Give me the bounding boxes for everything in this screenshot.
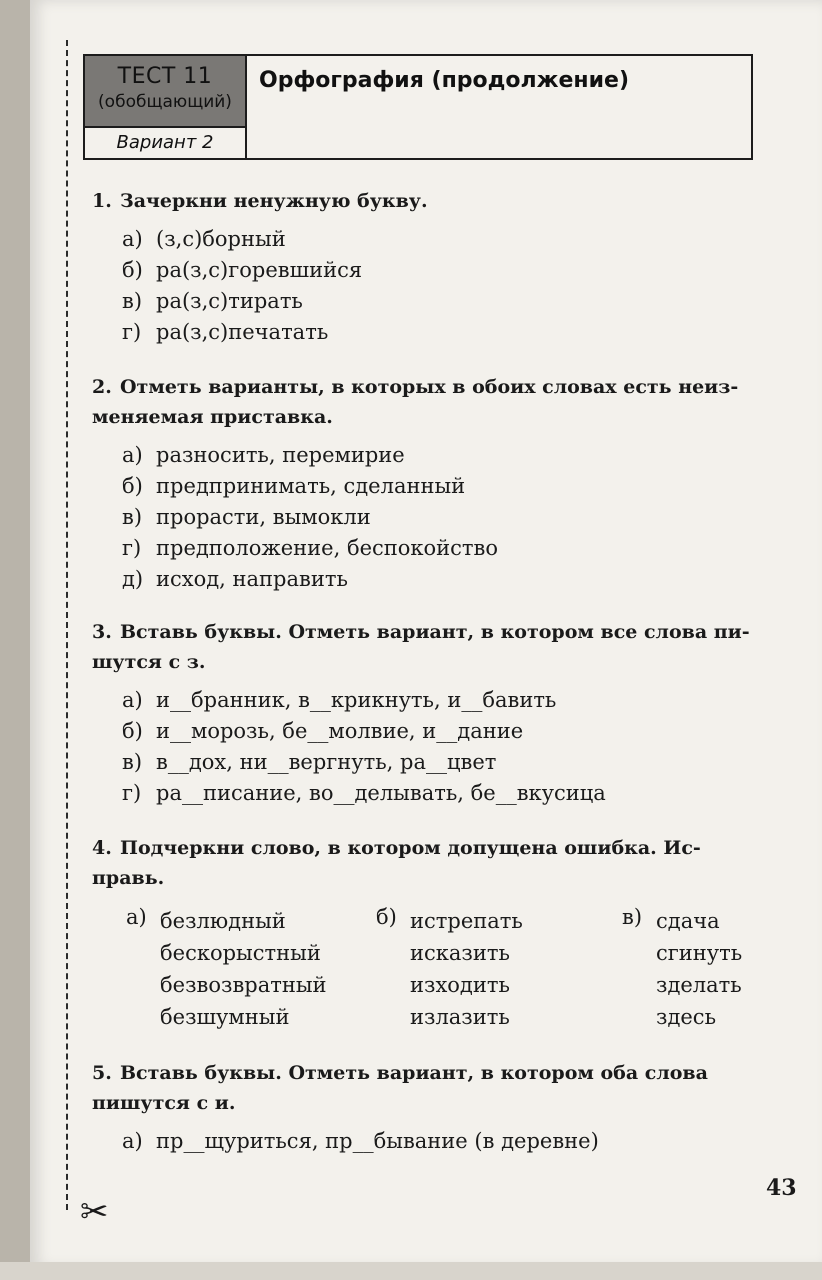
option-list [92, 440, 792, 595]
option-key: а) [122, 1129, 143, 1153]
word[interactable]: безвозвратный [160, 973, 327, 997]
test-type: (обобщающий) [98, 92, 232, 112]
page-edge [0, 1262, 822, 1280]
option-text: (з,с)борный [156, 227, 286, 251]
option-a[interactable] [122, 685, 792, 716]
question-3 [92, 617, 792, 809]
word[interactable]: бескорыстный [160, 941, 321, 965]
word[interactable]: исказить [410, 941, 510, 965]
option-a[interactable] [122, 224, 792, 255]
option-b[interactable] [122, 255, 792, 286]
option-c[interactable] [122, 286, 792, 317]
option-key: г) [122, 781, 142, 805]
option-text: предпринимать, сделанный [156, 474, 466, 498]
option-c[interactable] [122, 502, 792, 533]
word[interactable]: сдача [656, 909, 720, 933]
question-text-line2: меняемая приставка. [92, 406, 333, 428]
option-key: а) [122, 688, 143, 712]
word[interactable]: сгинуть [656, 941, 743, 965]
question-number: 1. [92, 190, 112, 212]
question-title [92, 372, 792, 432]
word[interactable]: изходить [410, 973, 510, 997]
option-key: б) [122, 719, 143, 743]
column-key: в) [622, 905, 643, 929]
option-b[interactable] [122, 471, 792, 502]
column-key: а) [126, 905, 147, 929]
option-text: и__бранник, в__крикнуть, и__бавить [156, 688, 557, 712]
question-text-line2: правь. [92, 867, 165, 889]
option-text: ра(з,с)печатать [156, 320, 329, 344]
word-columns [92, 905, 792, 1035]
option-key: в) [122, 750, 143, 774]
option-b[interactable] [122, 716, 792, 747]
question-text-line1: Подчеркни слово, в котором допущена ошибка. Ис- [120, 837, 701, 859]
word[interactable]: истрепать [410, 909, 523, 933]
option-e[interactable] [122, 564, 792, 595]
option-c[interactable] [122, 747, 792, 778]
option-text: в__дох, ни__вергнуть, ра__цвет [156, 750, 497, 774]
option-text: предположение, беспокойство [156, 536, 499, 560]
word[interactable]: здесь [656, 1005, 717, 1029]
question-text-line1: Вставь буквы. Отметь вариант, в котором оба слова [120, 1062, 708, 1084]
option-text: пр__щуриться, пр__бывание (в деревне) [156, 1129, 599, 1153]
word[interactable]: зделать [656, 973, 742, 997]
option-text: ра(з,с)тирать [156, 289, 303, 313]
word[interactable]: безшумный [160, 1005, 290, 1029]
question-number: 4. [92, 837, 112, 859]
word-column-b [376, 905, 523, 1033]
test-label-box [85, 56, 247, 158]
word[interactable]: излазить [410, 1005, 510, 1029]
option-d[interactable] [122, 778, 792, 809]
option-list [92, 685, 792, 809]
variant-label: Вариант 2 [85, 126, 245, 158]
test-number: ТЕСТ 11 [117, 64, 213, 89]
question-number: 3. [92, 621, 112, 643]
option-text: ра(з,с)горевшийся [156, 258, 363, 282]
option-text: прорасти, вымокли [156, 505, 371, 529]
question-text-line1: Вставь буквы. Отметь вариант, в котором все слова пи- [120, 621, 750, 643]
test-header [83, 54, 753, 160]
option-text: исход, направить [156, 567, 348, 591]
page-title: Орфография (продолжение) [259, 68, 630, 93]
option-key: г) [122, 536, 142, 560]
word-column-c [622, 905, 743, 1033]
column-key: б) [376, 905, 397, 929]
option-text: и__морозь, бе__молвие, и__дание [156, 719, 524, 743]
option-key: в) [122, 505, 143, 529]
option-text: разносить, перемирие [156, 443, 405, 467]
page-number: 43 [766, 1175, 797, 1201]
question-number: 5. [92, 1062, 112, 1084]
question-text-line1: Отметь варианты, в которых в обоих словах есть неиз- [120, 376, 739, 398]
question-title [92, 833, 792, 893]
option-key: б) [122, 258, 143, 282]
question-title [92, 1058, 792, 1118]
scissors-icon: ✂ [80, 1192, 109, 1232]
question-5 [92, 1058, 792, 1157]
question-number: 2. [92, 376, 112, 398]
question-4 [92, 833, 792, 1035]
option-a[interactable] [122, 440, 792, 471]
question-text: Зачеркни ненужную букву. [120, 190, 428, 212]
question-text-line2: шутся с з. [92, 651, 206, 673]
option-key: а) [122, 443, 143, 467]
option-key: д) [122, 567, 144, 591]
option-key: б) [122, 474, 143, 498]
option-key: в) [122, 289, 143, 313]
question-text-line2: пишутся с и. [92, 1092, 236, 1114]
option-key: а) [122, 227, 143, 251]
word[interactable]: безлюдный [160, 909, 286, 933]
question-2 [92, 372, 792, 595]
question-title [92, 617, 792, 677]
word-column-a [126, 905, 327, 1033]
option-list [92, 224, 792, 348]
test-label-shaded [85, 56, 245, 126]
option-a[interactable] [122, 1126, 792, 1157]
option-d[interactable] [122, 533, 792, 564]
option-d[interactable] [122, 317, 792, 348]
question-1 [92, 186, 792, 348]
option-text: ра__писание, во__делывать, бе__вкусица [156, 781, 606, 805]
option-list [92, 1126, 792, 1157]
option-key: г) [122, 320, 142, 344]
question-title [92, 186, 792, 216]
cut-line [66, 40, 68, 1210]
